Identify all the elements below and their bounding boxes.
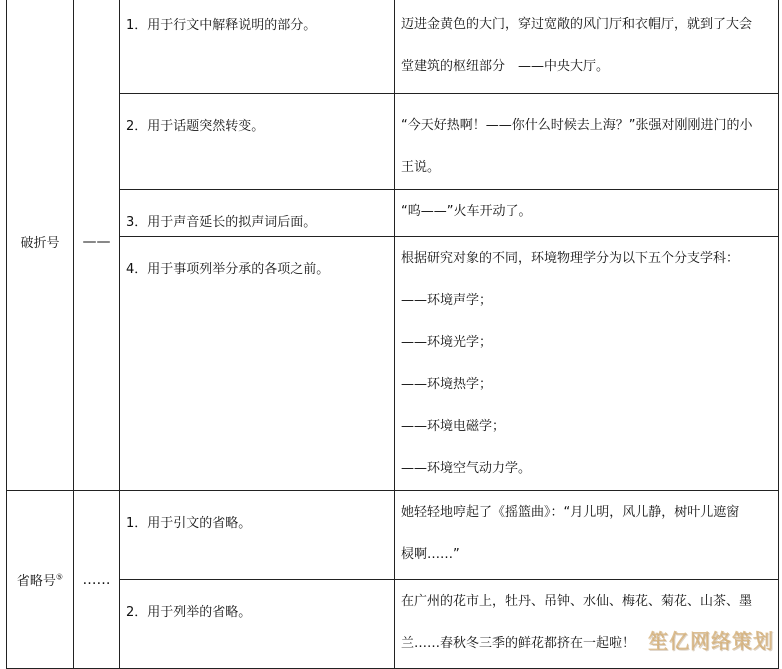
example-cell	[395, 190, 779, 237]
usage-text: 1．用于行文中解释说明的部分。	[126, 18, 317, 33]
table-row	[7, 0, 779, 94]
example-line: 王说。	[401, 160, 441, 175]
punct-symbol: ……	[82, 571, 111, 588]
punct-symbol-cell	[74, 491, 120, 669]
example-line: ——环境空气动力学。	[401, 461, 532, 476]
usage-cell	[120, 0, 395, 94]
punctuation-table	[6, 0, 779, 669]
example-cell	[395, 94, 779, 190]
watermark-logo: 笙亿网络策划	[648, 629, 774, 653]
punct-name: 省略号	[16, 574, 56, 589]
example-line: ——环境热学；	[401, 377, 493, 392]
example-line: 兰……春秋冬三季的鲜花都挤在一起啦！	[401, 636, 636, 651]
table-row	[7, 491, 779, 580]
usage-text: 2．用于列举的省略。	[126, 605, 252, 620]
example-cell	[395, 0, 779, 94]
example-line: 在广州的花市上，牡丹、吊钟、水仙、梅花、菊花、山茶、墨	[401, 594, 753, 609]
punct-symbol: ——	[82, 233, 111, 250]
example-line: ——环境电磁学；	[401, 419, 506, 434]
usage-cell	[120, 190, 395, 237]
table-row	[7, 94, 779, 190]
example-line: 她轻轻地哼起了《摇篮曲》：“月儿明，风儿静，树叶儿遮窗	[401, 505, 740, 520]
example-line: 根据研究对象的不同，环境物理学分为以下五个分支学科：	[401, 251, 740, 266]
punct-name: 破折号	[20, 236, 60, 251]
example-cell	[395, 237, 779, 491]
example-line: ——环境光学；	[401, 335, 493, 350]
punct-name-cell	[7, 0, 74, 491]
example-line: 迈进金黄色的大门，穿过宽敞的风门厅和衣帽厅，就到了大会	[401, 17, 753, 32]
punct-name-cell	[7, 491, 74, 669]
example-cell	[395, 491, 779, 580]
usage-text: 4．用于事项列举分承的各项之前。	[126, 262, 330, 277]
usage-cell	[120, 491, 395, 580]
usage-cell	[120, 237, 395, 491]
table-row	[7, 237, 779, 491]
usage-text: 2．用于话题突然转变。	[126, 119, 265, 134]
example-line: ——环境声学；	[401, 293, 493, 308]
example-line: “呜——”火车开动了。	[401, 204, 532, 219]
usage-text: 3．用于声音延长的拟声词后面。	[126, 215, 317, 230]
footnote-mark: ⑤	[55, 572, 64, 582]
table-row	[7, 580, 779, 669]
punct-symbol-cell	[74, 0, 120, 491]
example-line: 棂啊……”	[401, 547, 460, 562]
example-line: “今天好热啊！——你什么时候去上海？”张强对刚刚进门的小	[401, 118, 753, 133]
usage-text: 1．用于引文的省略。	[126, 516, 252, 531]
example-cell	[395, 580, 779, 669]
example-line: 堂建筑的枢纽部分 ——中央大厅。	[401, 59, 610, 74]
usage-cell	[120, 580, 395, 669]
table-row	[7, 190, 779, 237]
usage-cell	[120, 94, 395, 190]
